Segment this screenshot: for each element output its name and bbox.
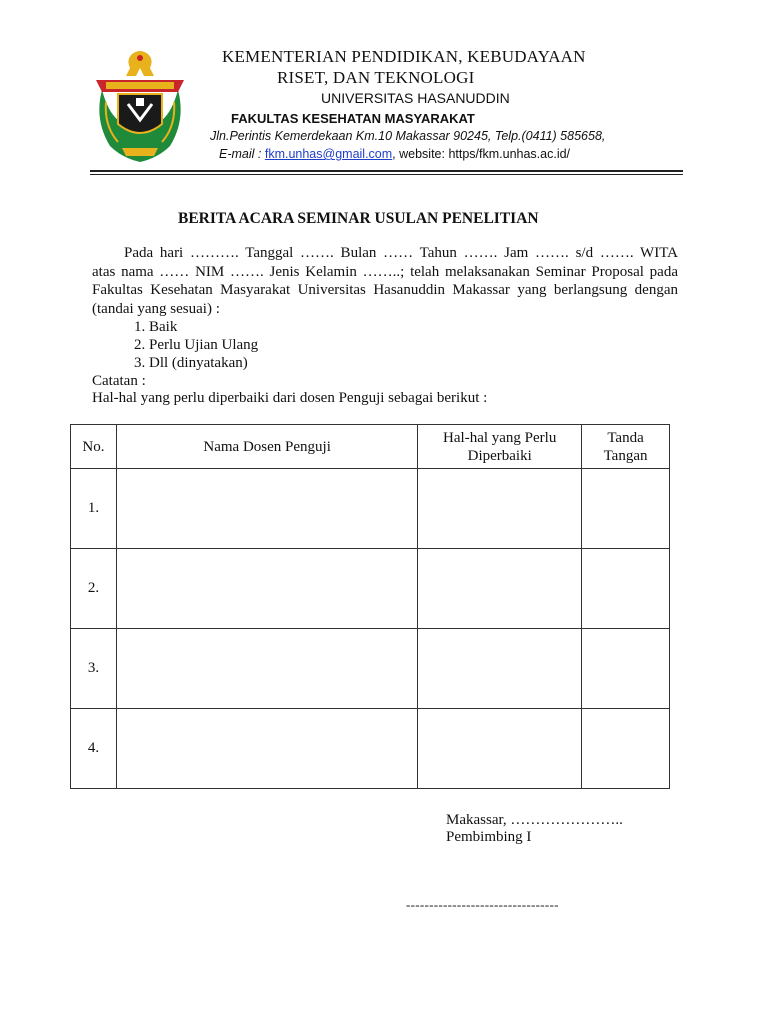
header-rule-thick	[90, 170, 683, 172]
table-row	[71, 469, 670, 549]
examiner-name-cell[interactable]	[116, 709, 417, 789]
header-signature-line2: Tangan	[603, 447, 648, 464]
examiner-name-cell[interactable]	[116, 549, 417, 629]
signature-cell[interactable]	[582, 469, 670, 549]
paragraph-line: (tandai yang sesuai) :	[92, 300, 220, 317]
examiner-table	[70, 424, 670, 789]
row-number: 3.	[71, 629, 117, 709]
row-number: 1.	[71, 469, 117, 549]
header-improvements	[418, 425, 582, 469]
place-date: Makassar, …………………..	[446, 812, 623, 828]
table-row	[71, 709, 670, 789]
result-options-list	[134, 318, 258, 372]
email-link[interactable]: fkm.unhas@gmail.com	[264, 147, 393, 161]
improvements-cell[interactable]	[418, 709, 582, 789]
examiner-name-cell[interactable]	[116, 469, 417, 549]
option-item: 2. Perlu Ujian Ulang	[134, 337, 259, 353]
table-header-row	[71, 425, 670, 469]
paragraph-line: Pada hari ………. Tanggal ……. Bulan …… Tahun ……. Jam ……. s/d ……. WITA	[124, 245, 678, 261]
ministry-name-line1: KEMENTERIAN PENDIDIKAN, KEBUDAYAAN	[222, 47, 586, 66]
university-emblem-icon	[92, 50, 188, 165]
signature-cell[interactable]	[582, 549, 670, 629]
supervisor-role: Pembimbing I	[446, 829, 532, 845]
paragraph-line: Fakultas Kesehatan Masyarakat Universitas Hasanuddin Makassar yang berlangsung dengan	[92, 282, 678, 298]
faculty-address: Jln.Perintis Kemerdekaan Km.10 Makassar 90245, Telp.(0411) 585658,	[210, 129, 606, 143]
improvements-cell[interactable]	[418, 469, 582, 549]
signature-cell[interactable]	[582, 709, 670, 789]
university-name: UNIVERSITAS HASANUDDIN	[321, 90, 510, 106]
option-item: 3. Dll (dinyatakan)	[134, 355, 248, 371]
header-signature-line1: Tanda	[607, 429, 644, 446]
notes-label: Catatan :	[92, 373, 146, 389]
table-row	[71, 549, 670, 629]
improvements-intro: Hal-hal yang perlu diperbaiki dari dosen Penguji sebagai berikut :	[92, 390, 488, 406]
option-item: 1. Baik	[134, 319, 178, 335]
faculty-name: FAKULTAS KESEHATAN MASYARAKAT	[231, 111, 475, 126]
header-improvements-line1: Hal-hal yang Perlu	[443, 429, 557, 446]
improvements-cell[interactable]	[418, 629, 582, 709]
header-rule-thin	[90, 174, 683, 175]
email-label: E-mail :	[219, 147, 265, 161]
header-no: No.	[71, 425, 117, 469]
signature-cell[interactable]	[582, 629, 670, 709]
header-examiner-name: Nama Dosen Penguji	[116, 425, 417, 469]
website-text: , website: https/fkm.unhas.ac.id/	[392, 147, 571, 161]
contact-line	[219, 147, 570, 161]
table-row	[71, 629, 670, 709]
signature-line: ---------------------------------	[406, 897, 559, 912]
paragraph-line: atas nama …… NIM ……. Jenis Kelamin ……..; telah melaksanakan Seminar Proposal pada	[92, 263, 678, 280]
row-number: 2.	[71, 549, 117, 629]
header-improvements-line2: Diperbaiki	[467, 447, 532, 464]
intro-paragraph	[92, 244, 678, 318]
row-number: 4.	[71, 709, 117, 789]
improvements-cell[interactable]	[418, 549, 582, 629]
header-signature	[582, 425, 670, 469]
document-title: BERITA ACARA SEMINAR USULAN PENELITIAN	[178, 210, 539, 227]
ministry-name-line2: RISET, DAN TEKNOLOGI	[277, 68, 475, 87]
examiner-name-cell[interactable]	[116, 629, 417, 709]
